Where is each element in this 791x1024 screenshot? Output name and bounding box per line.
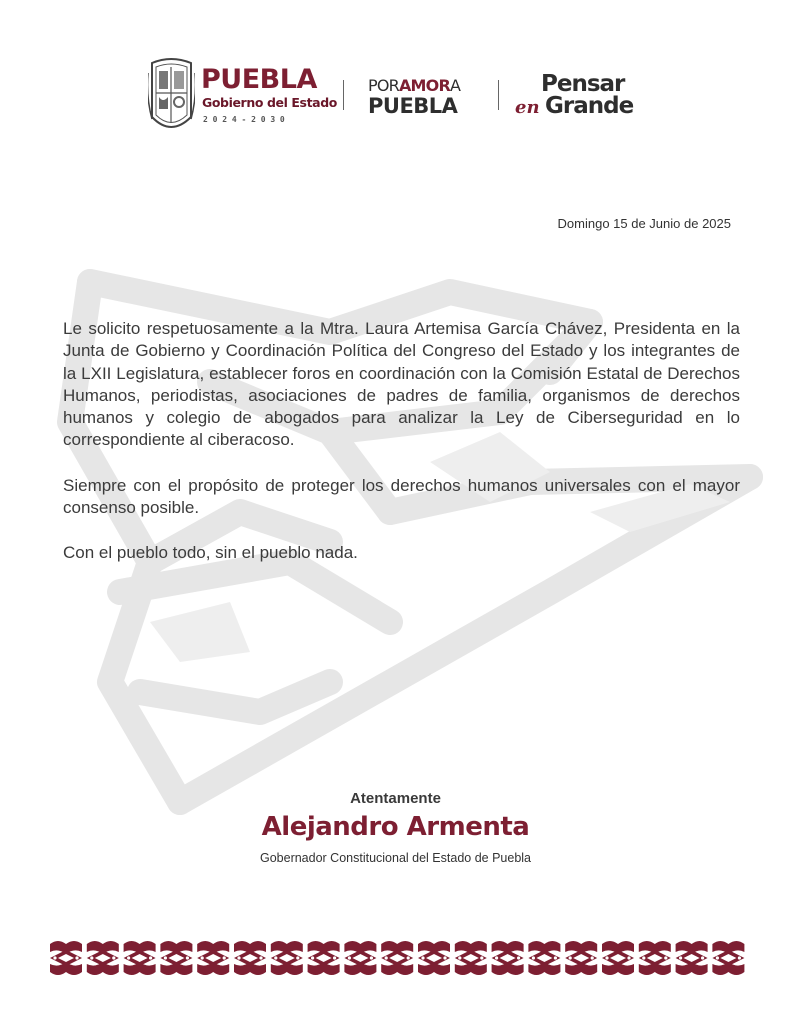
slogan-top	[368, 78, 460, 94]
brand-title: PUEBLA	[201, 64, 317, 95]
signer-title: Gobernador Constitucional del Estado de Puebla	[259, 851, 531, 865]
pattern-motif	[565, 941, 597, 975]
pattern-motif	[528, 941, 560, 975]
brand-years: 2024-2030	[203, 115, 290, 124]
header-divider	[498, 80, 499, 110]
brand-subtitle: Gobierno del Estado	[202, 95, 337, 110]
pattern-motif	[234, 941, 266, 975]
letter-body	[63, 318, 740, 565]
slogan-por: POR	[368, 76, 399, 95]
pattern-motif	[271, 941, 303, 975]
state-coat-of-arms-icon	[148, 57, 195, 135]
pattern-motif	[50, 941, 82, 975]
closing: Atentamente	[350, 790, 441, 807]
pattern-motif	[87, 941, 119, 975]
body-paragraph: Siempre con el propósito de proteger los derechos humanos universales con el mayor consenso posible.	[63, 475, 740, 518]
signer-name: Alejandro Armenta	[261, 812, 530, 842]
pattern-motif	[492, 941, 524, 975]
slogan2-line1: Pensar	[541, 71, 625, 97]
body-paragraph: Le solicito respetuosamente a la Mtra. Laura Artemisa García Chávez, Presidenta en la Junta de Gobierno y Coordinación Política del Congreso del Estado y los integrantes de la LXII Legislatura, establecer foros en coordinación con la Comisión Estatal de Derechos Humanos, periodistas, asociaciones de padres de familia, organismos de derechos humanos y colegio de abogados para analizar la Ley de Ciberseguridad en lo correspondiente al ciberacoso.	[63, 319, 740, 450]
slogan-amor: AMOR	[398, 76, 450, 95]
pattern-motif	[676, 941, 708, 975]
pattern-motif	[308, 941, 340, 975]
pattern-motif	[124, 941, 156, 975]
header-divider	[343, 80, 344, 110]
letter-date: Domingo 15 de Junio de 2025	[557, 216, 731, 231]
letterhead	[0, 50, 791, 140]
pattern-motif	[381, 941, 413, 975]
slogan2-line2: Grande	[545, 93, 634, 119]
slogan-a: A	[450, 76, 461, 95]
pattern-motif	[344, 941, 376, 975]
footer-pattern	[48, 936, 748, 976]
pattern-motif	[639, 941, 671, 975]
pattern-motif	[160, 941, 192, 975]
pattern-motif	[197, 941, 229, 975]
slogan2-en: en	[515, 97, 540, 118]
body-paragraph: Con el pueblo todo, sin el pueblo nada.	[63, 543, 358, 563]
pattern-motif	[418, 941, 450, 975]
slogan-bottom: PUEBLA	[368, 94, 458, 118]
pattern-motif	[712, 941, 744, 975]
pattern-motif	[602, 941, 634, 975]
pattern-motif	[455, 941, 487, 975]
